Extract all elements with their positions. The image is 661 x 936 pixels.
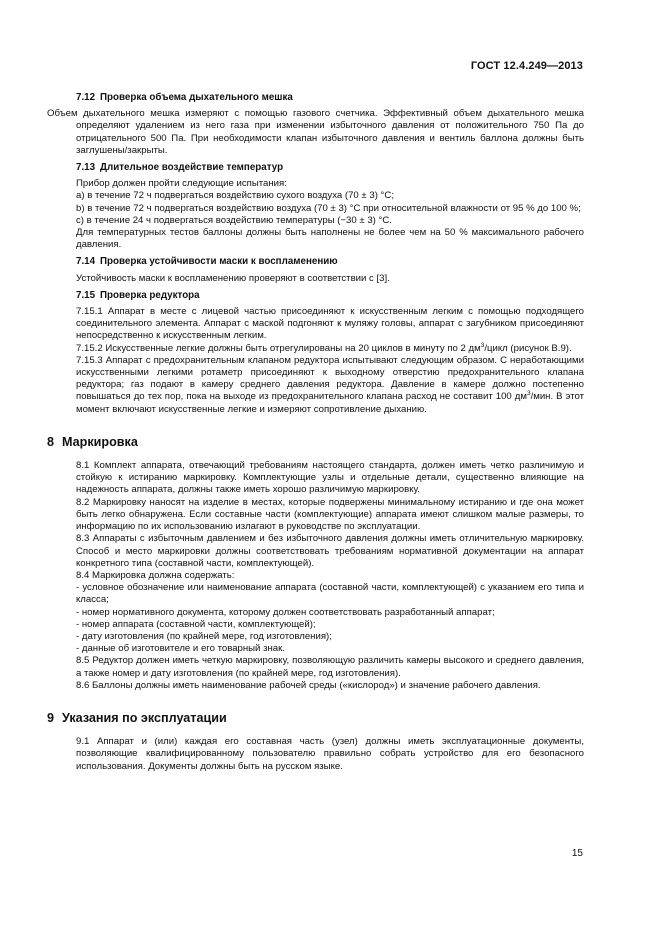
document-id-header: ГОСТ 12.4.249—2013 — [470, 60, 583, 72]
list-item: a) в течение 72 ч подвергаться воздействию сухого воздуха (70 ± 3) °C; — [76, 190, 394, 202]
paragraph-7-15-2: 7.15.2 Искусственные легкие должны быть отрегулированы на 20 циклов в минуту по 2 $дм^3$/цикл (рисунок В.9). — [76, 341, 572, 354]
marking-contents-list — [76, 582, 584, 655]
list-item: - данные об изготовителе и его товарный знак. — [76, 643, 285, 655]
subsection-number: 7.13 — [76, 162, 96, 174]
paragraph-7-15-3: 7.15.3 Аппарат с предохранительным клапаном редуктора испытывают следующим образом. С неработающими искусственными легкими ротаметр присоединяют к выходному отверстию предохранительного клапана редуктора; газ подают в камеру среднего давления редуктора. Давление в камере должно постепенно повышаться до тех пор, пока на выходе из предохранительного клапана расход не составит 100 $дм^3$/мин. В этот момент включают искусственные легкие и измеряют сопротивление дыханию. — [76, 354, 584, 415]
subsection-title: Проверка устойчивости маски к воспламенению — [100, 256, 338, 268]
paragraph-7-15-1: 7.15.1 Аппарат в месте с лицевой частью присоединяют к искусственным легким с помощью подходящего соединительного элемента. Аппарат с маской подгоняют к муляжу головы, аппарат с загубником присоединяют непосредственно к искусственным легким. — [76, 306, 584, 342]
subsection-title: Проверка редуктора — [100, 289, 200, 301]
paragraph-8-2: 8.2 Маркировку наносят на изделие в местах, которые подвержены минимальному истиранию и где она может быть легко обнаружена. Если составные части (комплектующие) аппарата имеют слишком малые размеры, то информацию по их использованию излагают в руководстве по эксплуатации. — [76, 496, 584, 533]
section-heading-9 — [47, 712, 584, 724]
section-title: Указания по эксплуатации — [62, 710, 227, 725]
list-item: Для температурных тестов баллоны должны быть наполнены не более чем на 50 % максимального рабочего давления. — [76, 227, 584, 251]
list-item: - условное обозначение или наименование аппарата (составной части, комплектующей) с указанием его типа и класса; — [76, 582, 584, 606]
test-conditions-list — [76, 178, 584, 251]
list-item: b) в течение 72 ч подвергаться воздействию воздуха (70 ± 3) °C при относительной влажности от 95 % до 100 %; — [76, 202, 581, 214]
section-number: 8 — [47, 434, 55, 449]
section-number: 9 — [47, 710, 55, 725]
subsection-number: 7.15 — [76, 289, 96, 301]
section-title: Маркировка — [62, 434, 138, 449]
paragraph-8-6: 8.6 Баллоны должны иметь наименование рабочей среды («кислород») и значение рабочего давления. — [76, 679, 541, 691]
list-item: - номер аппарата (составной части, комплектующей); — [76, 618, 316, 630]
page-number: 15 — [571, 848, 583, 859]
paragraph-7-12: Объем дыхательного мешка измеряют с помощью газового счетчика. Эффективный объем дыхательного мешка определяют удалением из него газа при изменении избыточного давления от положительного 750 Па до отрицательного 500 Па. При необходимости клапан избыточного давления и вентиль баллона должны быть заглушены/закрыты. — [47, 108, 584, 156]
list-item: - номер нормативного документа, которому должен соответствовать разработанный аппарат; — [76, 606, 495, 618]
page-content — [47, 92, 584, 773]
paragraph-8-4: 8.4 Маркировка должна содержать: — [76, 569, 235, 581]
subsection-title: Проверка объема дыхательного мешка — [100, 92, 293, 103]
paragraph-9-1: 9.1 Аппарат и (или) каждая его составная часть (узел) должны иметь эксплуатационные документы, позволяющие квалифицированному пользователю правильно собрать устройство для его безопасного использования. Документы должны быть на русском языке. — [76, 736, 584, 772]
paragraph-8-1: 8.1 Комплект аппарата, отвечающий требованиям настоящего стандарта, должен иметь четко различимую и стойкую к истиранию маркировку. Комплектующие узлы и отдельные детали, существенно влияющие на надежность аппарата, должны также иметь хорошо различимую маркировку. — [76, 460, 584, 496]
subsection-number: 7.12 — [76, 92, 96, 103]
paragraph-7-14: Устойчивость маски к воспламенению проверяют в соответствии с [3]. — [76, 272, 390, 284]
subsection-heading-7-15 — [76, 290, 584, 302]
list-item: c) в течение 24 ч подвергаться воздействию температуры (−30 ± 3) °C. — [76, 214, 392, 226]
subsection-heading-7-12 — [76, 92, 584, 104]
subsection-heading-7-14 — [76, 256, 584, 268]
subsection-heading-7-13 — [76, 162, 584, 174]
list-item: - дату изготовления (по крайней мере, год изготовления); — [76, 630, 332, 642]
subsection-title: Длительное воздействие температур — [100, 162, 284, 174]
paragraph-8-3: 8.3 Аппараты с избыточным давлением и без избыточного давления должны иметь отличительную маркировку. Способ и место маркировки должны соответствовать требованиям нормативной документации на аппарат конкретного типа (составной части, комплектующей). — [76, 533, 584, 569]
list-item: Прибор должен пройти следующие испытания: — [76, 178, 287, 190]
paragraph-8-5: 8.5 Редуктор должен иметь четкую маркировку, позволяющую различить камеры высокого и среднего давления, а также номер и дату изготовления (по крайней мере, год изготовления). — [76, 655, 584, 679]
section-heading-8 — [47, 436, 584, 448]
subsection-number: 7.14 — [76, 256, 96, 268]
